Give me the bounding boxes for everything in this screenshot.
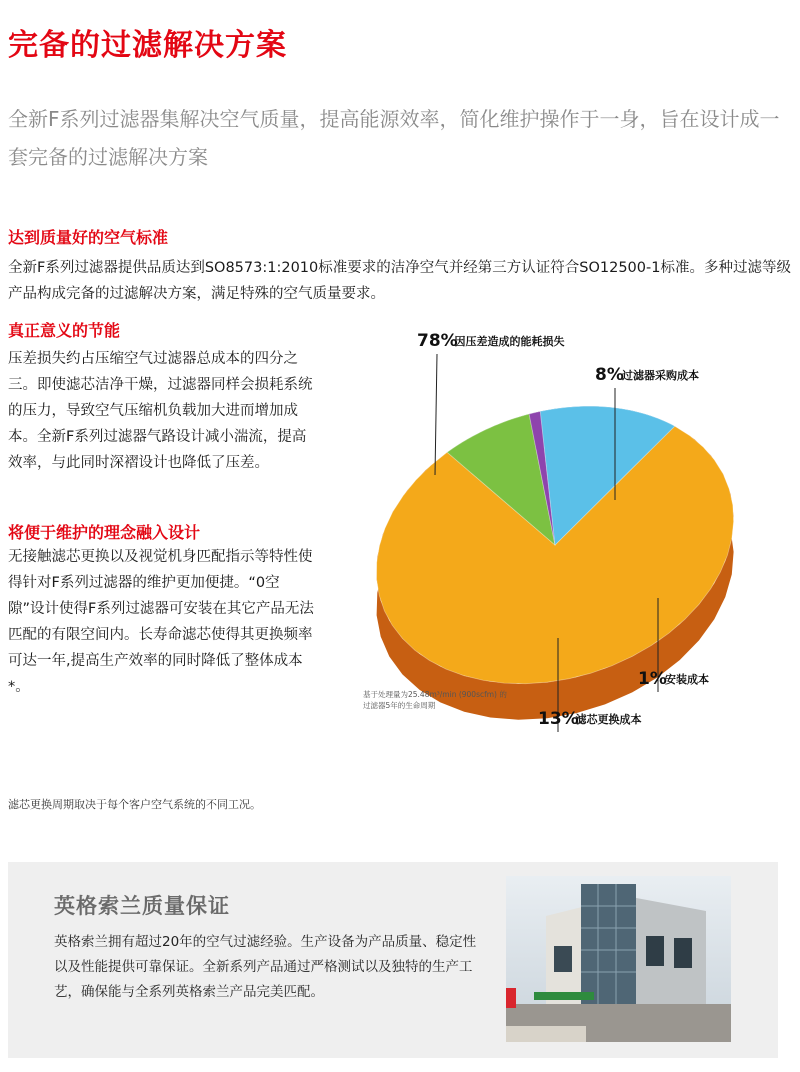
pie-category-label-3: 滤芯更换成本 — [575, 713, 642, 726]
pie-leader-line-0 — [435, 354, 437, 475]
intro-text: 全新F系列过滤器集解决空气质量，提高能源效率，简化维护操作于一身，旨在设计成一套完备的过滤解决方案 — [8, 107, 780, 169]
pie-note-line-1: 过滤器5年的生命周期 — [363, 701, 436, 710]
section-heading-energy: 真正意义的节能 — [8, 321, 121, 340]
pie-category-label-1: 过滤器采购成本 — [622, 369, 699, 382]
pie-value-label-1: 8% — [595, 365, 624, 385]
guarantee-text: 英格索兰拥有超过20年的空气过滤经验。生产设备为产品质量、稳定性以及性能提供可靠保证。全新系列产品通过严格测试以及独特的生产工艺，确保能与全系列英格索兰产品完美匹配。 — [54, 934, 477, 1000]
quality-guarantee-panel — [8, 862, 778, 1058]
section-heading-maintenance: 将便于维护的理念融入设计 — [8, 523, 201, 542]
section-text-air-quality: 全新F系列过滤器提供品质达到SO8573:1:2010标准要求的洁净空气并经第三方认证符合SO12500-1标准。多种过滤等级产品构成完备的过滤解决方案，满足特殊的空气质量要求。 — [8, 260, 791, 302]
page-title: 完备的过滤解决方案 — [8, 28, 287, 63]
pie-value-label-0: 78% — [417, 331, 458, 351]
pie-category-label-2: 安装成本 — [665, 673, 709, 686]
factory-building-photo — [506, 876, 731, 1042]
factory-building-illustration — [506, 876, 731, 1042]
guarantee-title: 英格索兰质量保证 — [54, 894, 230, 918]
pie-category-label-0: 因压差造成的能耗损失 — [454, 335, 565, 348]
pie-value-label-2: 1% — [638, 669, 667, 689]
section-text-maintenance: 无接触滤芯更换以及视觉机身匹配指示等特性使得针对F系列过滤器的维护更加便捷。“0空隙”设计使得F系列过滤器可安装在其它产品无法匹配的有限空间内。长寿命滤芯使得其更换频率可达一年,提高生产效率的同时降低了整体成本*。 — [8, 549, 314, 695]
cost-pie-chart — [355, 320, 800, 740]
section-heading-air-quality: 达到质量好的空气标准 — [8, 228, 169, 247]
footnote: 滤芯更换周期取决于每个客户空气系统的不同工况。 — [8, 798, 261, 811]
pie-chart-svg — [355, 320, 800, 740]
section-text-energy: 压差损失约占压缩空气过滤器总成本的四分之三。即使滤芯洁净干燥，过滤器同样会损耗系统的压力，导致空气压缩机负载加大进而增加成本。全新F系列过滤器气路设计减小湍流，提高效率，与此同时深褶设计也降低了压差。 — [8, 351, 313, 471]
pie-value-label-3: 13% — [538, 709, 579, 729]
pie-note-line-0: 基于处理量为25.48m³/min (900scfm) 的 — [363, 690, 507, 699]
